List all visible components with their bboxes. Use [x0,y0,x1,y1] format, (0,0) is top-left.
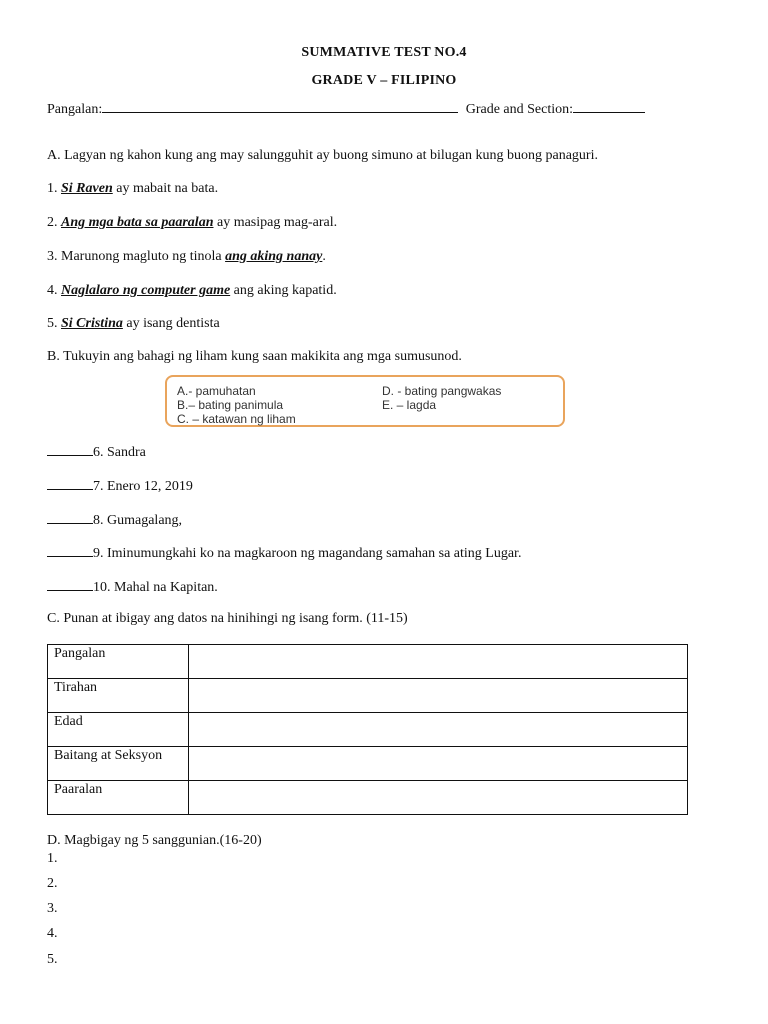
item-text: 10. Mahal na Kapitan. [93,580,218,595]
form-field-tirahan[interactable] [189,679,688,713]
choice-b: B.– bating panimula [177,398,284,412]
choice-c: C. – katawan ng liham [177,412,296,426]
section-c-instruction: C. Punan at ibigay ang datos na hinihingi ng isang form. (11-15) [47,611,408,626]
item-text: 7. Enero 12, 2019 [93,479,193,494]
grade-section-label: Grade and Section: [465,102,574,117]
section-a-item [47,181,218,197]
item-text: 9. Iminumungkahi ko na magkaroon ng magandang samahan sa ating Lugar. [93,546,522,561]
section-d-item-2: 2. [47,876,58,891]
section-b-item [47,578,218,596]
choice-d: D. - bating pangwakas [382,384,502,398]
item-number: 1. [47,181,58,196]
section-b-instruction: B. Tukuyin ang bahagi ng liham kung saan makikita ang mga sumusunod. [47,349,462,364]
form-label: Paaralan [48,781,189,815]
name-blank[interactable] [102,100,458,113]
form-field-edad[interactable] [189,713,688,747]
table-row [48,747,688,781]
item-text-after: . [322,249,326,264]
choice-a: A.- pamuhatan [177,384,256,398]
choices-box [165,375,565,427]
underlined-phrase[interactable]: Ang mga bata sa paaralan [61,215,214,230]
item-text-after: ang aking kapatid. [230,283,337,298]
item-text-after: ay isang dentista [122,316,220,331]
section-d-item-4: 4. [47,926,58,941]
data-form-table [47,644,688,815]
item-text-before: Marunong magluto ng tinola [61,249,226,264]
item-number: 4. [47,283,58,298]
answer-blank[interactable] [47,578,93,591]
underlined-phrase[interactable]: ang aking nanay [225,249,323,264]
item-text: 8. Gumagalang, [93,513,183,528]
name-row [47,100,645,118]
choice-e: E. – lagda [382,398,437,412]
section-a-instruction: A. Lagyan ng kahon kung ang may salungguhit ay buong simuno at bilugan kung buong panaguri. [47,148,598,163]
table-row [48,645,688,679]
section-d-item-1: 1. [47,851,58,866]
form-label: Baitang at Seksyon [48,747,189,781]
test-subtitle: GRADE V – FILIPINO [311,73,457,88]
section-d-instruction: D. Magbigay ng 5 sanggunian.(16-20) [47,833,262,848]
name-label: Pangalan: [47,102,103,117]
section-d-item-3: 3. [47,901,58,916]
item-text: 6. Sandra [93,445,146,460]
table-row [48,713,688,747]
form-field-baitang[interactable] [189,747,688,781]
test-title: SUMMATIVE TEST NO.4 [301,45,467,60]
form-label: Tirahan [48,679,189,713]
item-number: 3. [47,249,58,264]
table-row [48,679,688,713]
answer-blank[interactable] [47,544,93,557]
section-a-item [47,249,326,265]
item-text-after: ay mabait na bata. [112,181,219,196]
section-b-item [47,443,146,461]
underlined-phrase[interactable]: Naglalaro ng computer game [61,283,231,298]
form-label: Edad [48,713,189,747]
section-d-item-5: 5. [47,952,58,967]
item-number: 5. [47,316,58,331]
form-field-paaralan[interactable] [189,781,688,815]
grade-section-blank[interactable] [573,100,645,113]
item-number: 2. [47,215,58,230]
section-a-item [47,283,337,299]
form-field-pangalan[interactable] [189,645,688,679]
answer-blank[interactable] [47,443,93,456]
answer-blank[interactable] [47,511,93,524]
section-b-item [47,544,521,562]
underlined-phrase[interactable]: Si Raven [61,181,113,196]
section-b-item [47,511,182,529]
form-label: Pangalan [48,645,189,679]
section-a-item [47,215,337,231]
section-a-item [47,316,220,332]
item-text-after: ay masipag mag-aral. [213,215,338,230]
underlined-phrase[interactable]: Si Cristina [61,316,123,331]
section-b-item [47,477,193,495]
answer-blank[interactable] [47,477,93,490]
table-row [48,781,688,815]
